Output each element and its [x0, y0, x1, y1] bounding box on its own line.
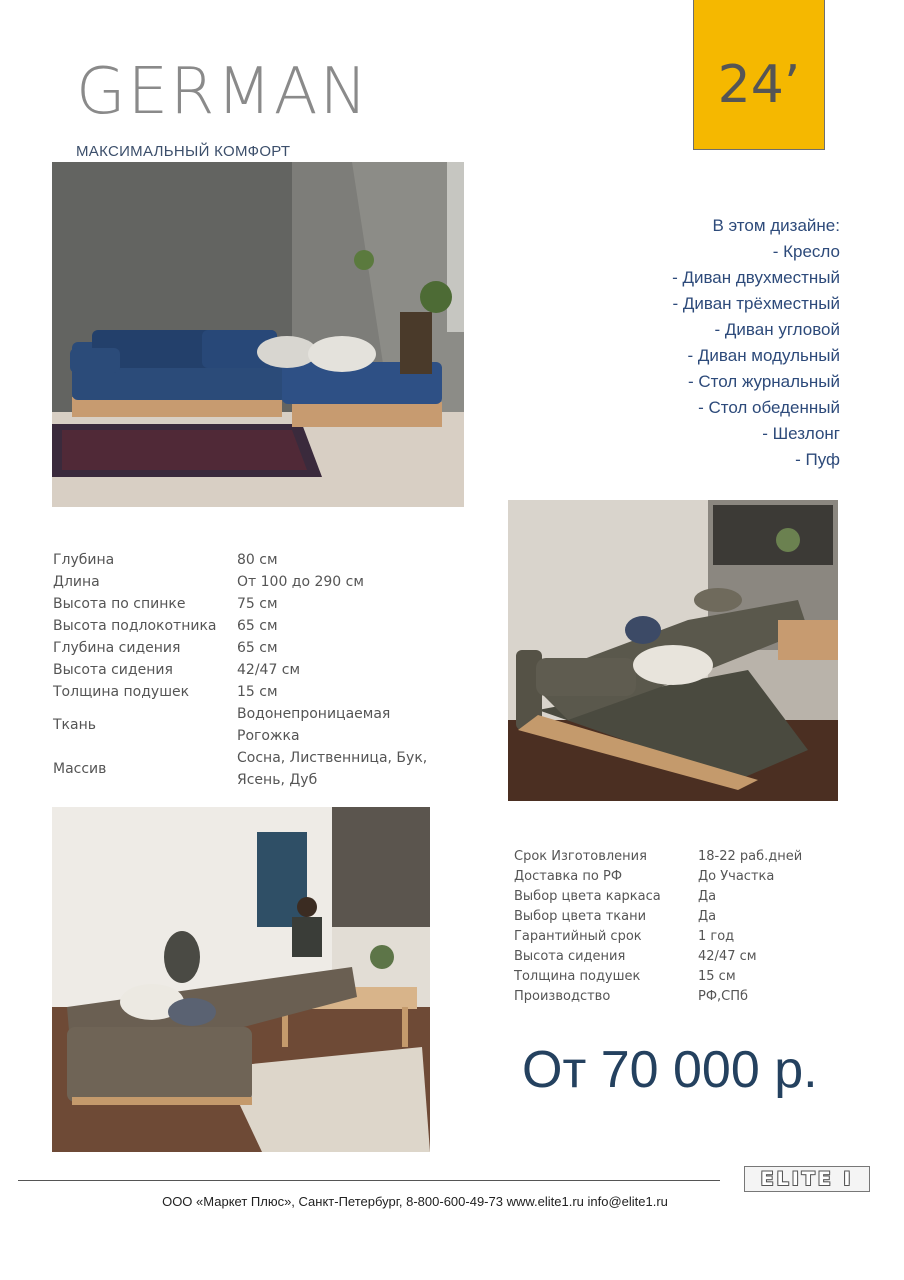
- spec-value: 65 см: [237, 618, 278, 634]
- photo-sofa-living-room: [52, 807, 430, 1152]
- spec-value: До Участка: [698, 868, 775, 884]
- spec-label: Гарантийный срок: [514, 928, 642, 944]
- spec-value: 75 см: [237, 596, 278, 612]
- spec-label: Глубина: [53, 552, 115, 568]
- design-heading: В этом дизайне:: [712, 216, 840, 235]
- spec-value: Да: [698, 908, 717, 924]
- spec-value: 15 см: [237, 684, 278, 700]
- spec-row: [53, 549, 463, 571]
- photo-grey-sofa: [508, 500, 838, 801]
- price: От 70 000 р.: [522, 1041, 818, 1099]
- spec-label: Выбор цвета ткани: [514, 908, 647, 924]
- spec-row: [53, 747, 463, 791]
- spec-value: 18-22 раб.дней: [698, 848, 803, 864]
- spec-label: Высота подлокотника: [53, 618, 217, 634]
- spec-row: [53, 615, 463, 637]
- spec-value: 65 см: [237, 640, 278, 656]
- spec-label: Глубина сидения: [53, 640, 181, 656]
- year-badge-text: 24’: [717, 54, 801, 115]
- spec-row: [514, 866, 854, 886]
- spec-label: Длина: [53, 574, 100, 590]
- spec-row: [514, 966, 854, 986]
- product-subtitle: МАКСИМАЛЬНЫЙ КОМФОРТ: [76, 143, 291, 160]
- spec-value: 42/47 см: [698, 948, 757, 964]
- spec-row: [514, 886, 854, 906]
- design-item: - Стол обеденный: [698, 398, 840, 417]
- spec-row: [514, 986, 854, 1006]
- spec-label: Высота по спинке: [53, 596, 186, 612]
- spec-label: Массив: [53, 761, 107, 777]
- spec-row: [514, 926, 854, 946]
- design-item: - Диван модульный: [687, 346, 840, 365]
- design-item: - Диван двухместный: [672, 268, 840, 287]
- spec-row: [514, 846, 854, 866]
- spec-value: 1 год: [698, 928, 735, 944]
- brand-logo: ELITE I: [744, 1166, 870, 1192]
- spec-row: [53, 681, 463, 703]
- spec-value: 15 см: [698, 968, 736, 984]
- production-specs: [514, 846, 854, 1006]
- design-item: - Диван угловой: [714, 320, 840, 339]
- spec-row: [53, 703, 463, 747]
- design-item: - Пуф: [795, 450, 840, 469]
- spec-value: Да: [698, 888, 717, 904]
- spec-label: Выбор цвета каркаса: [514, 888, 661, 904]
- footer-contacts: ООО «Маркет Плюс», Санкт-Петербург, 8-800-600-49-73 www.elite1.ru info@elite1.ru: [162, 1194, 668, 1209]
- design-item: - Стол журнальный: [687, 372, 840, 391]
- spec-row: [514, 906, 854, 926]
- design-item: - Шезлонг: [762, 424, 840, 443]
- spec-table: [53, 549, 463, 791]
- spec-value: Водонепроницаемая Рогожка: [237, 706, 391, 744]
- spec-value: РФ,СПб: [698, 988, 749, 1004]
- spec-label: Толщина подушек: [53, 684, 190, 700]
- spec-row: [53, 659, 463, 681]
- footer-divider: [18, 1180, 720, 1181]
- spec-row: [53, 593, 463, 615]
- spec-label: Ткань: [53, 717, 96, 733]
- spec-label: Срок Изготовления: [514, 848, 647, 864]
- spec-value: 80 см: [237, 552, 278, 568]
- spec-value: 42/47 см: [237, 662, 301, 678]
- spec-row: [53, 637, 463, 659]
- photo-blue-sofa: [52, 162, 464, 507]
- spec-label: Доставка по РФ: [514, 868, 623, 884]
- year-badge: [693, 0, 825, 150]
- spec-row: [514, 946, 854, 966]
- spec-value: От 100 до 290 см: [237, 574, 364, 590]
- design-list: [672, 213, 840, 473]
- spec-label: Высота сидения: [53, 662, 173, 678]
- product-title: GERMAN: [76, 55, 370, 129]
- spec-label: Толщина подушек: [514, 968, 641, 984]
- spec-label: Производство: [514, 988, 611, 1004]
- design-item: - Диван трёхместный: [672, 294, 840, 313]
- spec-value: Сосна, Лиственница, Бук, Ясень, Дуб: [237, 750, 428, 788]
- spec-row: [53, 571, 463, 593]
- design-item: - Кресло: [772, 242, 840, 261]
- spec-label: Высота сидения: [514, 948, 626, 964]
